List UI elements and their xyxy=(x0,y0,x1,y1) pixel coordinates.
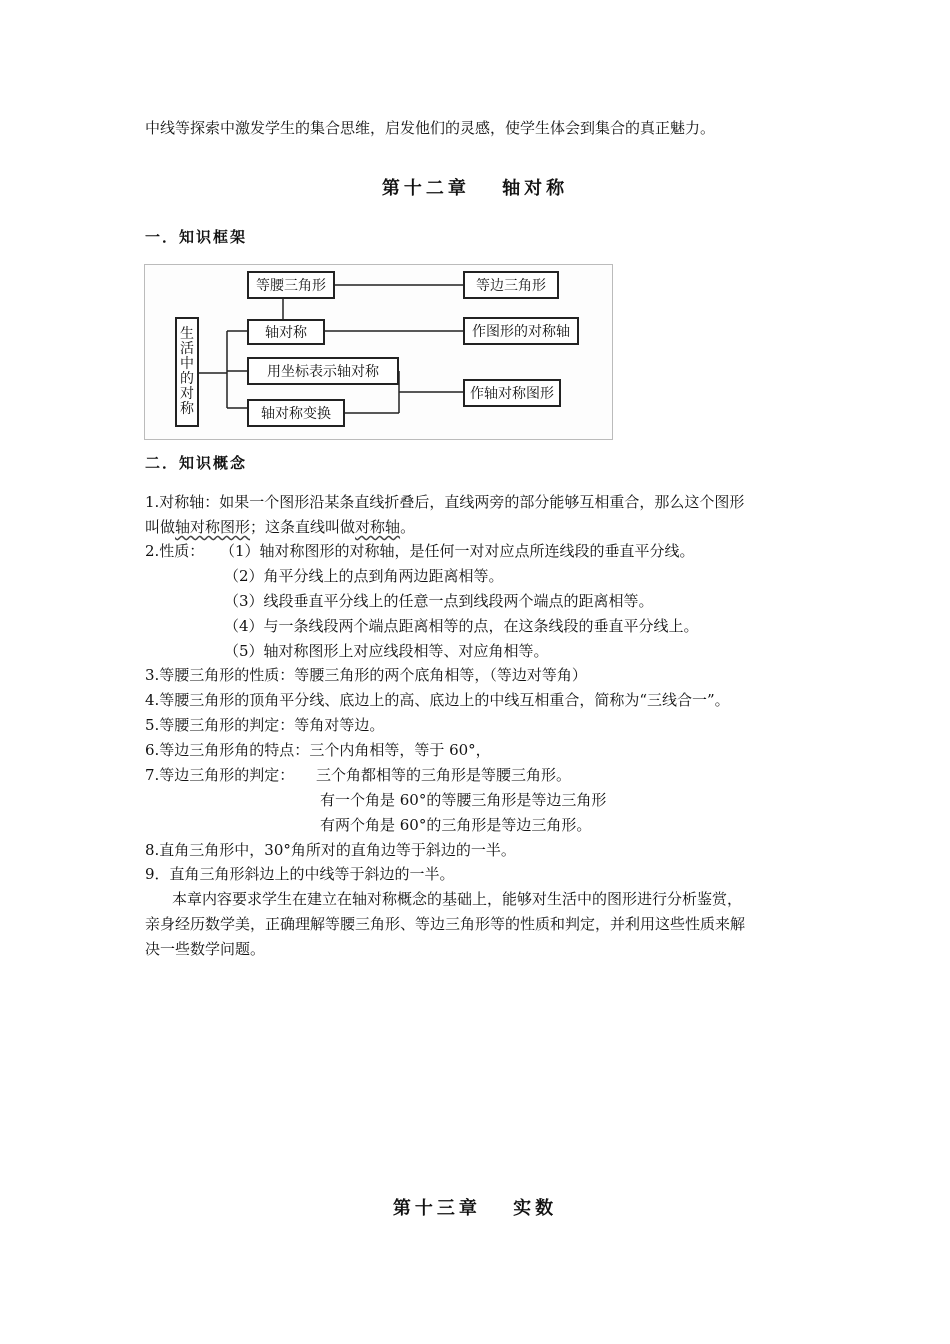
item-9: 9．直角三角形斜边上的中线等于斜边的一半。 xyxy=(145,865,455,883)
box-symmetry-transformation: 轴对称变换 xyxy=(247,399,345,427)
chapter-12-title: 第十二章 轴对称 xyxy=(381,178,569,199)
item-2-1: （1）轴对称图形的对称轴，是任何一对对应点所连线段的垂直平分线。 xyxy=(220,542,695,560)
summary-line-1: 本章内容要求学生在建立在轴对称概念的基础上，能够对生活中的图形进行分析鉴赏， xyxy=(172,890,743,908)
item-7-1: 三个角都相等的三角形是等腰三角形。 xyxy=(316,766,572,784)
term-axisymmetric-figure: 轴对称图形 xyxy=(175,518,251,536)
item-7-3: 有两个角是 60°的三角形是等边三角形。 xyxy=(320,816,592,834)
summary-line-2: 亲身经历数学美，正确理解等腰三角形、等边三角形等的性质和判定，并利用这些性质来解 xyxy=(145,915,746,933)
box-draw-symmetric-figure: 作轴对称图形 xyxy=(463,379,561,407)
summary-line-3: 决一些数学问题。 xyxy=(145,940,266,958)
chapter-13-title: 第十三章 实数 xyxy=(392,1198,558,1219)
box-equilateral-triangle: 等边三角形 xyxy=(463,271,559,299)
box-draw-symmetry-axis: 作图形的对称轴 xyxy=(463,317,579,345)
intro-line: 中线等探索中激发学生的集合思维，启发他们的灵感，使学生体会到集合的真正魅力。 xyxy=(145,119,716,137)
item-2-head: 2.性质： xyxy=(145,542,205,560)
item-1-line-b: 叫做轴对称图形；这条直线叫做对称轴。 xyxy=(145,518,416,536)
knowledge-framework-diagram xyxy=(144,264,613,440)
box-coordinate-axis-symmetry: 用坐标表示轴对称 xyxy=(247,357,399,385)
section-knowledge-concepts: 二．知识概念 xyxy=(145,454,248,472)
item-4: 4.等腰三角形的顶角平分线、底边上的高、底边上的中线互相重合，简称为“三线合一”。 xyxy=(145,691,730,709)
section-knowledge-framework: 一．知识框架 xyxy=(145,228,248,246)
item-7-head: 7.等边三角形的判定： xyxy=(145,766,295,784)
item-2-5: （5）轴对称图形上对应线段相等、对应角相等。 xyxy=(224,642,549,660)
item-3: 3.等腰三角形的性质：等腰三角形的两个底角相等，（等边对等角） xyxy=(145,666,587,684)
term-symmetry-axis: 对称轴 xyxy=(355,518,401,536)
item-2-2: （2）角平分线上的点到角两边距离相等。 xyxy=(224,567,504,585)
item-2-4: （4）与一条线段两个端点距离相等的点，在这条线段的垂直平分线上。 xyxy=(224,617,699,635)
box-axis-symmetry: 轴对称 xyxy=(247,319,325,345)
item-8: 8.直角三角形中，30°角所对的直角边等于斜边的一半。 xyxy=(145,841,516,859)
item-6: 6.等边三角形角的特点：三个内角相等，等于 60°， xyxy=(145,741,491,759)
item-7-2: 有一个角是 60°的等腰三角形是等边三角形 xyxy=(320,791,607,809)
item-2-3: （3）线段垂直平分线上的任意一点到线段两个端点的距离相等。 xyxy=(224,592,654,610)
item-5: 5.等腰三角形的判定：等角对等边。 xyxy=(145,716,385,734)
item-1-line-a: 1.对称轴：如果一个图形沿某条直线折叠后，直线两旁的部分能够互相重合，那么这个图形 xyxy=(145,493,745,511)
box-isosceles-triangle: 等腰三角形 xyxy=(247,271,335,299)
box-symmetry-in-life: 生活中的对称 xyxy=(175,317,199,427)
